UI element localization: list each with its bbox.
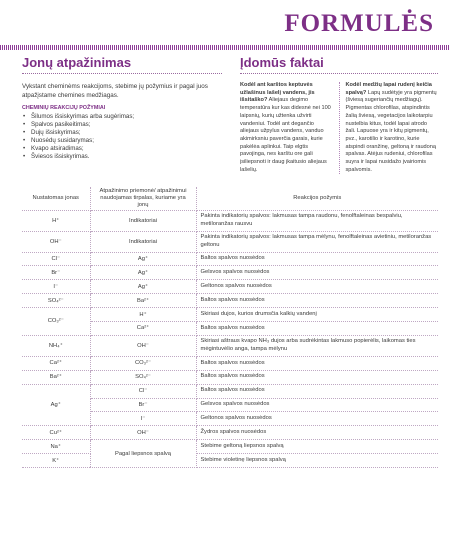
table-row [22,384,438,398]
column-divider [339,82,340,174]
result-cell: Skiriasi dujos, kurios drumsčia kalkių vandenį [196,308,438,322]
column-header-result: Reakcijos požymis [196,187,438,210]
ion-cell: Cl⁻ [22,252,90,266]
bullet-icon: • [23,137,26,145]
fact-text: Aliejaus degimo temperatūra kur kas didesnė nei 100 laipsnių, kurių užtenka užvirti vandeniui. Todėl ant degančio aliejaus užpylus vandens, vanduo akimirksniu paverčia garais, kurie pakėlėa aplinkui. Taip elgtis pavojinga, nes karštu ore gali įsiliepsnoti ir daug įkaitusio aliejaus lašelių. [240,97,331,173]
list-item: • Kvapo atsiradimas; [23,145,84,153]
table-row [22,231,438,252]
reagent-cell: Pagal liepsnos spalvą [90,440,196,468]
result-cell: Žydros spalvos nuosėdos [196,426,438,440]
result-cell: Gelsvos spalvos nuosėdos [196,398,438,412]
result-cell: Stebime violetinę liepsnos spalvą [196,454,438,468]
reagent-cell: OH⁻ [90,335,196,356]
ion-cell: Ca²⁺ [22,356,90,370]
list-item: • Spalvos pasikeitimas; [23,121,91,129]
table-row [22,356,438,370]
result-cell: Baltos spalvos nuosėdos [196,370,438,384]
table-row [22,294,438,308]
section-divider [240,73,438,74]
fact-hot-pan [240,82,333,174]
ion-cell: Br⁻ [22,266,90,280]
reaction-signs-list [22,113,222,162]
ion-cell: Cu²⁺ [22,426,90,440]
column-header-reagent: Atpažinimo priemonė/ atpažinimui naudojamas tirpalas, kuriame yra jonų [90,187,196,210]
table-row [22,426,438,440]
reagent-cell: SO₄²⁻ [90,370,196,384]
bullet-icon: • [23,153,26,161]
reagent-cell: Ag⁺ [90,252,196,266]
fact-text: Lapų sudėtyje yra pigmentų (šviesą sugeriančių medžiagų). Pigmentas chlorofilas, atspindintis žalią šviesą, vegetacijos laikotarpiu nustelbia kitus, todėl lapai atrodo žali. Lapuose yra ir kitų pigmentų, pvz., karotilio ir karotino, kurie atspindi oranžinę, geltoną ir raudoną spalvas. Atėjus rudeniui, chlorofilas suyra ir lapai nusidažo įvairiomis spalvomis. [345,89,437,173]
table-row [22,280,438,294]
fun-facts-row [240,82,438,174]
bullet-icon: • [23,145,26,153]
reagent-cell: H⁺ [90,308,196,322]
result-cell: Baltos spalvos nuosėdos [196,321,438,335]
ion-cell: Ba²⁺ [22,370,90,384]
ion-recognition-table [22,187,438,468]
ion-cell: H⁺ [22,210,90,231]
result-cell: Baltos spalvos nuosėdos [196,356,438,370]
table-row [22,440,438,454]
ion-cell: Ag⁺ [22,384,90,426]
bullet-icon: • [23,129,26,137]
table-row [22,252,438,266]
table-header-row [22,187,438,210]
list-item: • Šviesos išsiskyrimas. [23,153,90,161]
result-cell: Baltos spalvos nuosėdos [196,384,438,398]
ion-cell: SO₄²⁻ [22,294,90,308]
reagent-cell: Ag⁺ [90,266,196,280]
reagent-cell: Indikatoriai [90,231,196,252]
fact-question: Kodėl ant karštos keptuvės užlašinus lašelį vandens, jis išsitaško? [240,82,315,104]
reagent-cell: Cl⁻ [90,384,196,398]
reagent-cell: Ag⁺ [90,280,196,294]
page-title: FORMULĖS [284,10,434,37]
fun-facts-section [240,55,438,174]
ion-recognition-section [22,55,222,162]
reagent-cell: Indikatoriai [90,210,196,231]
result-cell: Gelsvos spalvos nuosėdos [196,266,438,280]
table-row [22,210,438,231]
result-cell: Baltos spalvos nuosėdos [196,294,438,308]
reagent-cell: CO₃²⁻ [90,356,196,370]
ion-cell: OH⁻ [22,231,90,252]
fact-question: Kodėl medžių lapai rudenį keičia spalvą? [345,82,432,96]
ion-recognition-title: Jonų atpažinimas [22,55,132,70]
bullet-icon: • [23,121,26,129]
reagent-cell: Br⁻ [90,398,196,412]
ion-cell: Na⁺ [22,440,90,454]
result-cell: Skiriasi aštraus kvapo NH₃ dujos arba sudrėkintas lakmuso popierėlis, laikomas ties mėgintuvėlio anga, tampa mėlynu [196,335,438,356]
ion-cell: NH₄⁺ [22,335,90,356]
ion-recognition-intro: Vykstant cheminėms reakcijoms, stebime jų požymius ir pagal juos atpažįstame chemines medžiagas. [22,83,208,99]
result-cell: Baltos spalvos nuosėdos [196,252,438,266]
fact-autumn-leaves [346,82,439,174]
bullet-icon: • [23,113,26,120]
list-item: • Dujų išsiskyrimas; [23,129,81,137]
ion-cell: K⁺ [22,454,90,468]
ion-cell: I⁻ [22,280,90,294]
table-row [22,370,438,384]
result-cell: Stebime geltoną liepsnos spalvą [196,440,438,454]
table-row [22,266,438,280]
column-header-ion: Nustatomas jonas [22,187,90,210]
table-row [22,335,438,356]
reagent-cell: Ca²⁺ [90,321,196,335]
reagent-cell: OH⁻ [90,426,196,440]
reaction-signs-heading: CHEMINIŲ REAKCIJŲ POŽYMIAI [22,105,106,111]
table-row [22,308,438,322]
reagent-cell: I⁻ [90,412,196,426]
section-divider [22,73,222,74]
reagent-cell: Ba²⁺ [90,294,196,308]
header-rule [0,45,450,50]
result-cell: Geltonos spalvos nuosėdos [196,412,438,426]
table-row [22,454,438,468]
result-cell: Geltonos spalvos nuosėdos [196,280,438,294]
list-item: • Nuosėdų susidarymas; [23,137,94,145]
list-item: • Šilumos išsiskyrimas arba sugėrimas; [23,113,135,120]
result-cell: Pakinta indikatorių spalvos: lakmusas tampa raudonu, fenolftaleinas bespalviu, metiloranžas rausvu [196,210,438,231]
ion-cell: CO₃²⁻ [22,308,90,336]
result-cell: Pakinta indikatorių spalvos: lakmusas tampa mėlynu, fenolftaleinas avietiniu, metiloranžas geltonu [196,231,438,252]
fun-facts-title: Įdomūs faktai [240,55,324,70]
